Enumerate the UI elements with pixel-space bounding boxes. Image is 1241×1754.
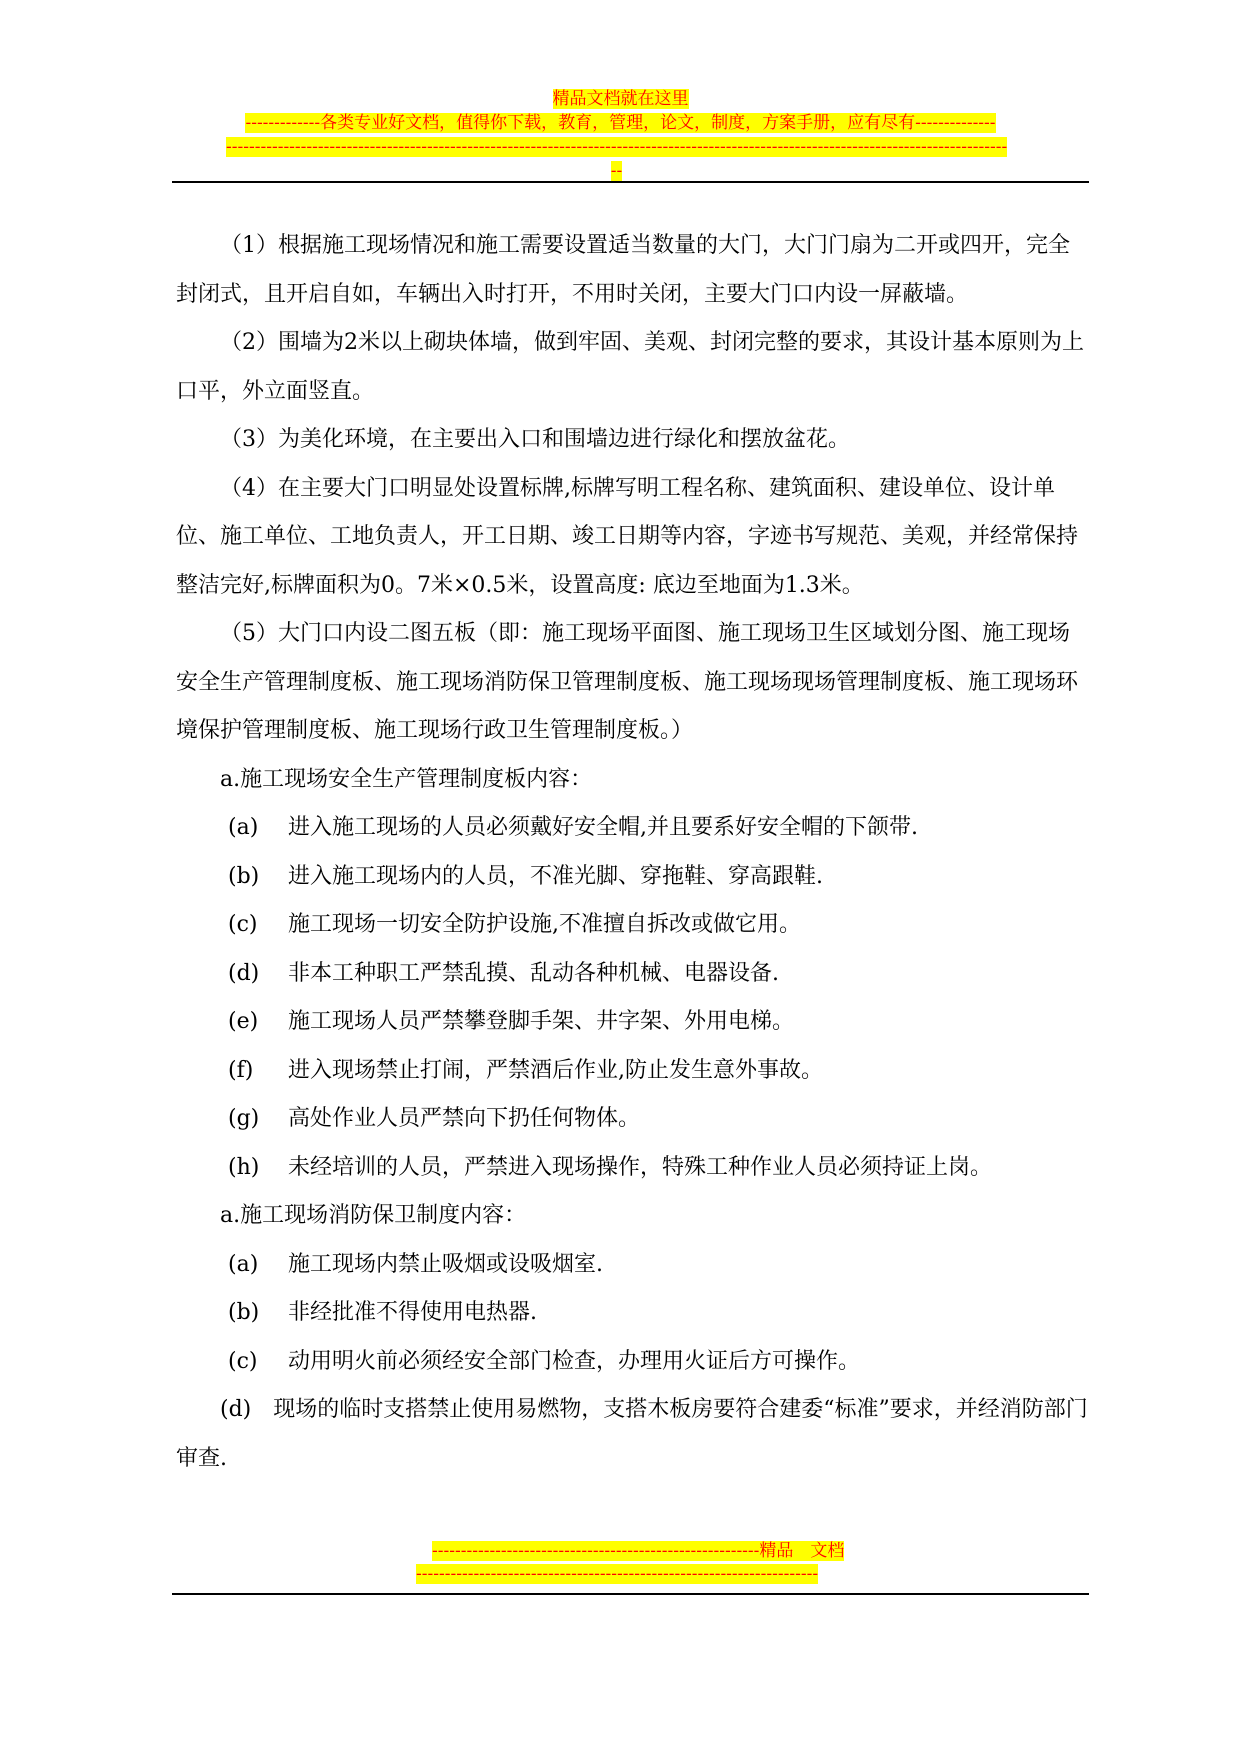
list-item-label: (d) — [228, 960, 260, 986]
list-item — [176, 804, 1090, 853]
list-item — [176, 1144, 1090, 1193]
list-item-text: 施工现场人员严禁攀登脚手架、井字架、外用电梯。 — [288, 1009, 795, 1034]
header-rule — [172, 181, 1089, 183]
list-item — [176, 1289, 1090, 1338]
paragraph-3: （3）为美化环境，在主要出入口和围墙边进行绿化和摆放盆花。 — [220, 427, 850, 452]
section-a-heading: a.施工现场安全生产管理制度板内容： — [220, 766, 593, 792]
header-tagline: -------------各类专业好文档，值得你下载，教育，管理，论文，制度，方案手册，应有尽有-------------- — [245, 113, 996, 133]
list-item — [176, 1241, 1090, 1290]
list-item-text: 动用明火前必须经安全部门检查，办理用火证后方可操作。 — [288, 1348, 861, 1374]
paragraph-5: （5）大门口内设二图五板（即：施工现场平面图、施工现场卫生区域划分图、施工现场安全生产管理制度板、施工现场消防保卫管理制度板、施工现场现场管理制度板、施工现场环境保护管理制度板、施工现场行政卫生管理制度板。） — [176, 621, 1079, 743]
list-item-text: 非经批准不得使用电热器. — [288, 1300, 537, 1325]
list-item-label: (c) — [228, 912, 258, 937]
list-item — [176, 1047, 1090, 1096]
section-b-heading: a.施工现场消防保卫制度内容： — [220, 1203, 527, 1228]
paragraph-2: （2）围墙为2米以上砌块体墙，做到牢固、美观、封闭完整的要求，其设计基本原则为上口平，外立面竖直。 — [176, 330, 1084, 404]
list-item — [176, 1095, 1090, 1144]
list-item — [176, 853, 1090, 902]
document-body — [176, 222, 1090, 1483]
list-item-text: 进入施工现场的人员必须戴好安全帽,并且要系好安全帽的下颌带. — [288, 815, 918, 840]
list-item-label: (a) — [228, 1251, 259, 1277]
list-item-text: 现场的临时支搭禁止使用易燃物，支搭木板房要符合建委“标准”要求，并经消防部门审查. — [176, 1397, 1088, 1471]
list-item-text: 施工现场一切安全防护设施,不准擅自拆改或做它用。 — [288, 912, 801, 937]
list-item-label: (b) — [228, 863, 260, 889]
list-item-text: 进入施工现场内的人员，不准光脚、穿拖鞋、穿高跟鞋. — [288, 863, 823, 889]
footer-rule — [172, 1593, 1089, 1595]
list-item — [176, 1338, 1090, 1387]
list-item-label: (d) — [220, 1397, 252, 1422]
list-item-text: 非本工种职工严禁乱摸、乱动各种机械、电器设备. — [288, 960, 779, 986]
list-item — [176, 998, 1090, 1047]
list-item-label: (c) — [228, 1348, 258, 1374]
header-dash-line: ---------------------------------------------------------------------------------------------------------------------------------------- — [226, 137, 1008, 157]
list-item — [176, 950, 1090, 999]
list-item-label: (g) — [228, 1106, 260, 1131]
list-item-label: (h) — [228, 1154, 260, 1180]
list-item — [176, 901, 1090, 950]
list-item-label: (e) — [228, 1009, 259, 1034]
paragraph-1: （1）根据施工现场情况和施工需要设置适当数量的大门，大门门扇为二开或四开，完全封闭式，且开启自如，车辆出入时打开，不用时关闭，主要大门口内设一屏蔽墙。 — [176, 233, 1070, 307]
footer-line-1: ---------------------------------------------------------精品 文档 — [432, 1541, 845, 1561]
list-item-text: 进入现场禁止打闹，严禁酒后作业,防止发生意外事故。 — [288, 1057, 823, 1083]
header-title: 精品文档就在这里 — [552, 89, 689, 109]
list-item-label: (b) — [228, 1300, 260, 1325]
list-item-text: 高处作业人员严禁向下扔任何物体。 — [288, 1106, 641, 1131]
list-item-text: 未经培训的人员，严禁进入现场操作，特殊工种作业人员必须持证上岗。 — [288, 1154, 993, 1180]
list-item-last — [176, 1386, 1090, 1483]
list-item-label: (f) — [228, 1057, 254, 1083]
list-item-label: (a) — [228, 815, 259, 840]
paragraph-4: （4）在主要大门口明显处设置标牌,标牌写明工程名称、建筑面积、建设单位、设计单位、施工单位、工地负责人，开工日期、竣工日期等内容，字迹书写规范、美观，并经常保持整洁完好,标牌面积为0。7米×0.5米，设置高度: 底边至地面为1.3米。 — [176, 475, 1079, 598]
header-dash-tail: -- — [610, 161, 623, 181]
footer-line-2: ---------------------------------------------------------------------- — [416, 1564, 819, 1584]
list-item-text: 施工现场内禁止吸烟或设吸烟室. — [288, 1251, 603, 1277]
